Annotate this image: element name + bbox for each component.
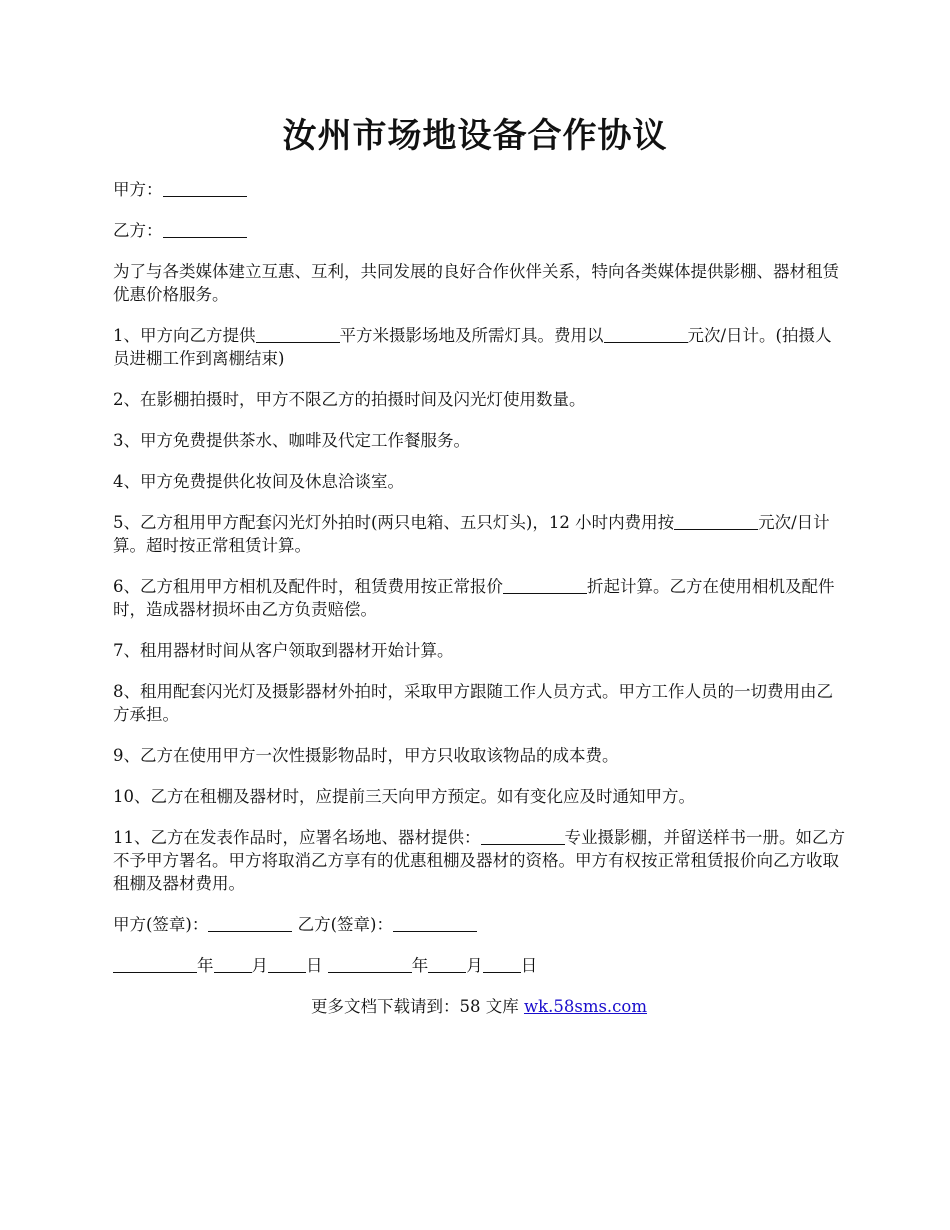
clause-1-part-b: 平方米摄影场地及所需灯具。费用以 [339, 326, 604, 345]
party-b-label: 乙方： [113, 221, 163, 240]
party-a-blank [163, 180, 247, 198]
date-a-year-blank [113, 956, 197, 974]
intro-paragraph: 为了与各类媒体建立互惠、互利，共同发展的良好合作伙伴关系，特向各类媒体提供影棚、器材租赁优惠价格服务。 [113, 262, 839, 304]
date-a-month-blank [214, 956, 252, 974]
sign-a-blank [208, 915, 292, 933]
date-a-month-label: 月 [251, 956, 268, 975]
party-b-blank [163, 221, 247, 239]
clause-5 [113, 511, 845, 557]
clause-6-part-a: 6、乙方租用甲方相机及配件时，租赁费用按正常报价 [113, 577, 503, 596]
clause-2: 2、在影棚拍摄时，甲方不限乙方的拍摄时间及闪光灯使用数量。 [113, 390, 586, 409]
clause-1-area-blank [256, 326, 340, 344]
date-a-day-blank [268, 956, 306, 974]
date-b-month-blank [428, 956, 466, 974]
clause-1-fee-blank [604, 326, 688, 344]
footer-text: 更多文档下载请到：58 文库 [310, 997, 524, 1016]
clause-5-part-b: 元次/日计算。超时按正常租赁计算。 [113, 513, 830, 555]
clause-1 [113, 324, 845, 370]
document-body [113, 178, 845, 1018]
clause-7: 7、租用器材时间从客户领取到器材开始计算。 [113, 641, 454, 660]
clause-1-part-a: 1、甲方向乙方提供 [113, 326, 256, 345]
clause-6 [113, 575, 845, 621]
date-a-year-label: 年 [197, 956, 214, 975]
clause-3: 3、甲方免费提供茶水、咖啡及代定工作餐服务。 [113, 431, 470, 450]
clause-5-fee-blank [674, 513, 758, 531]
sign-b-label: 乙方(签章)： [297, 915, 393, 934]
clause-11-part-a: 11、乙方在发表作品时，应署名场地、器材提供： [113, 828, 481, 847]
clause-8: 8、租用配套闪光灯及摄影器材外拍时，采取甲方跟随工作人员方式。甲方工作人员的一切费用由乙方承担。 [113, 682, 833, 724]
date-b-day-label: 日 [520, 956, 538, 975]
clause-11-part-b: 专业摄影棚，并留送样书一册。如乙方不予甲方署名。甲方将取消乙方享有的优惠租棚及器材的资格。甲方有权按正常租赁报价向乙方收取租棚及器材费用。 [113, 828, 845, 893]
clause-5-part-a: 5、乙方租用甲方配套闪光灯外拍时(两只电箱、五只灯头)，12 小时内费用按 [113, 513, 675, 532]
party-a-label: 甲方： [113, 180, 163, 199]
date-b-day-blank [483, 956, 521, 974]
date-b-year-blank [328, 956, 412, 974]
date-b-month-label: 月 [466, 956, 483, 975]
clause-11-studio-blank [481, 828, 565, 846]
clause-1-part-c: 元次/日计。(拍摄人员进棚工作到离棚结束) [113, 326, 832, 368]
clause-6-part-b: 折起计算。乙方在使用相机及配件时，造成器材损坏由乙方负责赔偿。 [113, 577, 835, 619]
date-a-day-label: 日 [306, 956, 323, 975]
party-b-line [113, 219, 845, 242]
signature-line [113, 913, 845, 936]
clause-10: 10、乙方在租棚及器材时，应提前三天向甲方预定。如有变化应及时通知甲方。 [113, 787, 695, 806]
date-b-year-label: 年 [411, 956, 429, 975]
clause-11 [113, 826, 845, 895]
date-line [113, 954, 845, 977]
clause-4: 4、甲方免费提供化妆间及休息洽谈室。 [113, 472, 404, 491]
party-a-line [113, 178, 845, 201]
document-title: 汝州市场地设备合作协议 [282, 116, 668, 156]
clause-9: 9、乙方在使用甲方一次性摄影物品时，甲方只收取该物品的成本费。 [113, 746, 619, 765]
footer-link[interactable]: wk.58sms.com [523, 997, 647, 1016]
sign-b-blank [393, 915, 477, 933]
footer-line [113, 995, 845, 1018]
sign-a-label: 甲方(签章)： [113, 915, 209, 934]
clause-6-discount-blank [503, 577, 587, 595]
